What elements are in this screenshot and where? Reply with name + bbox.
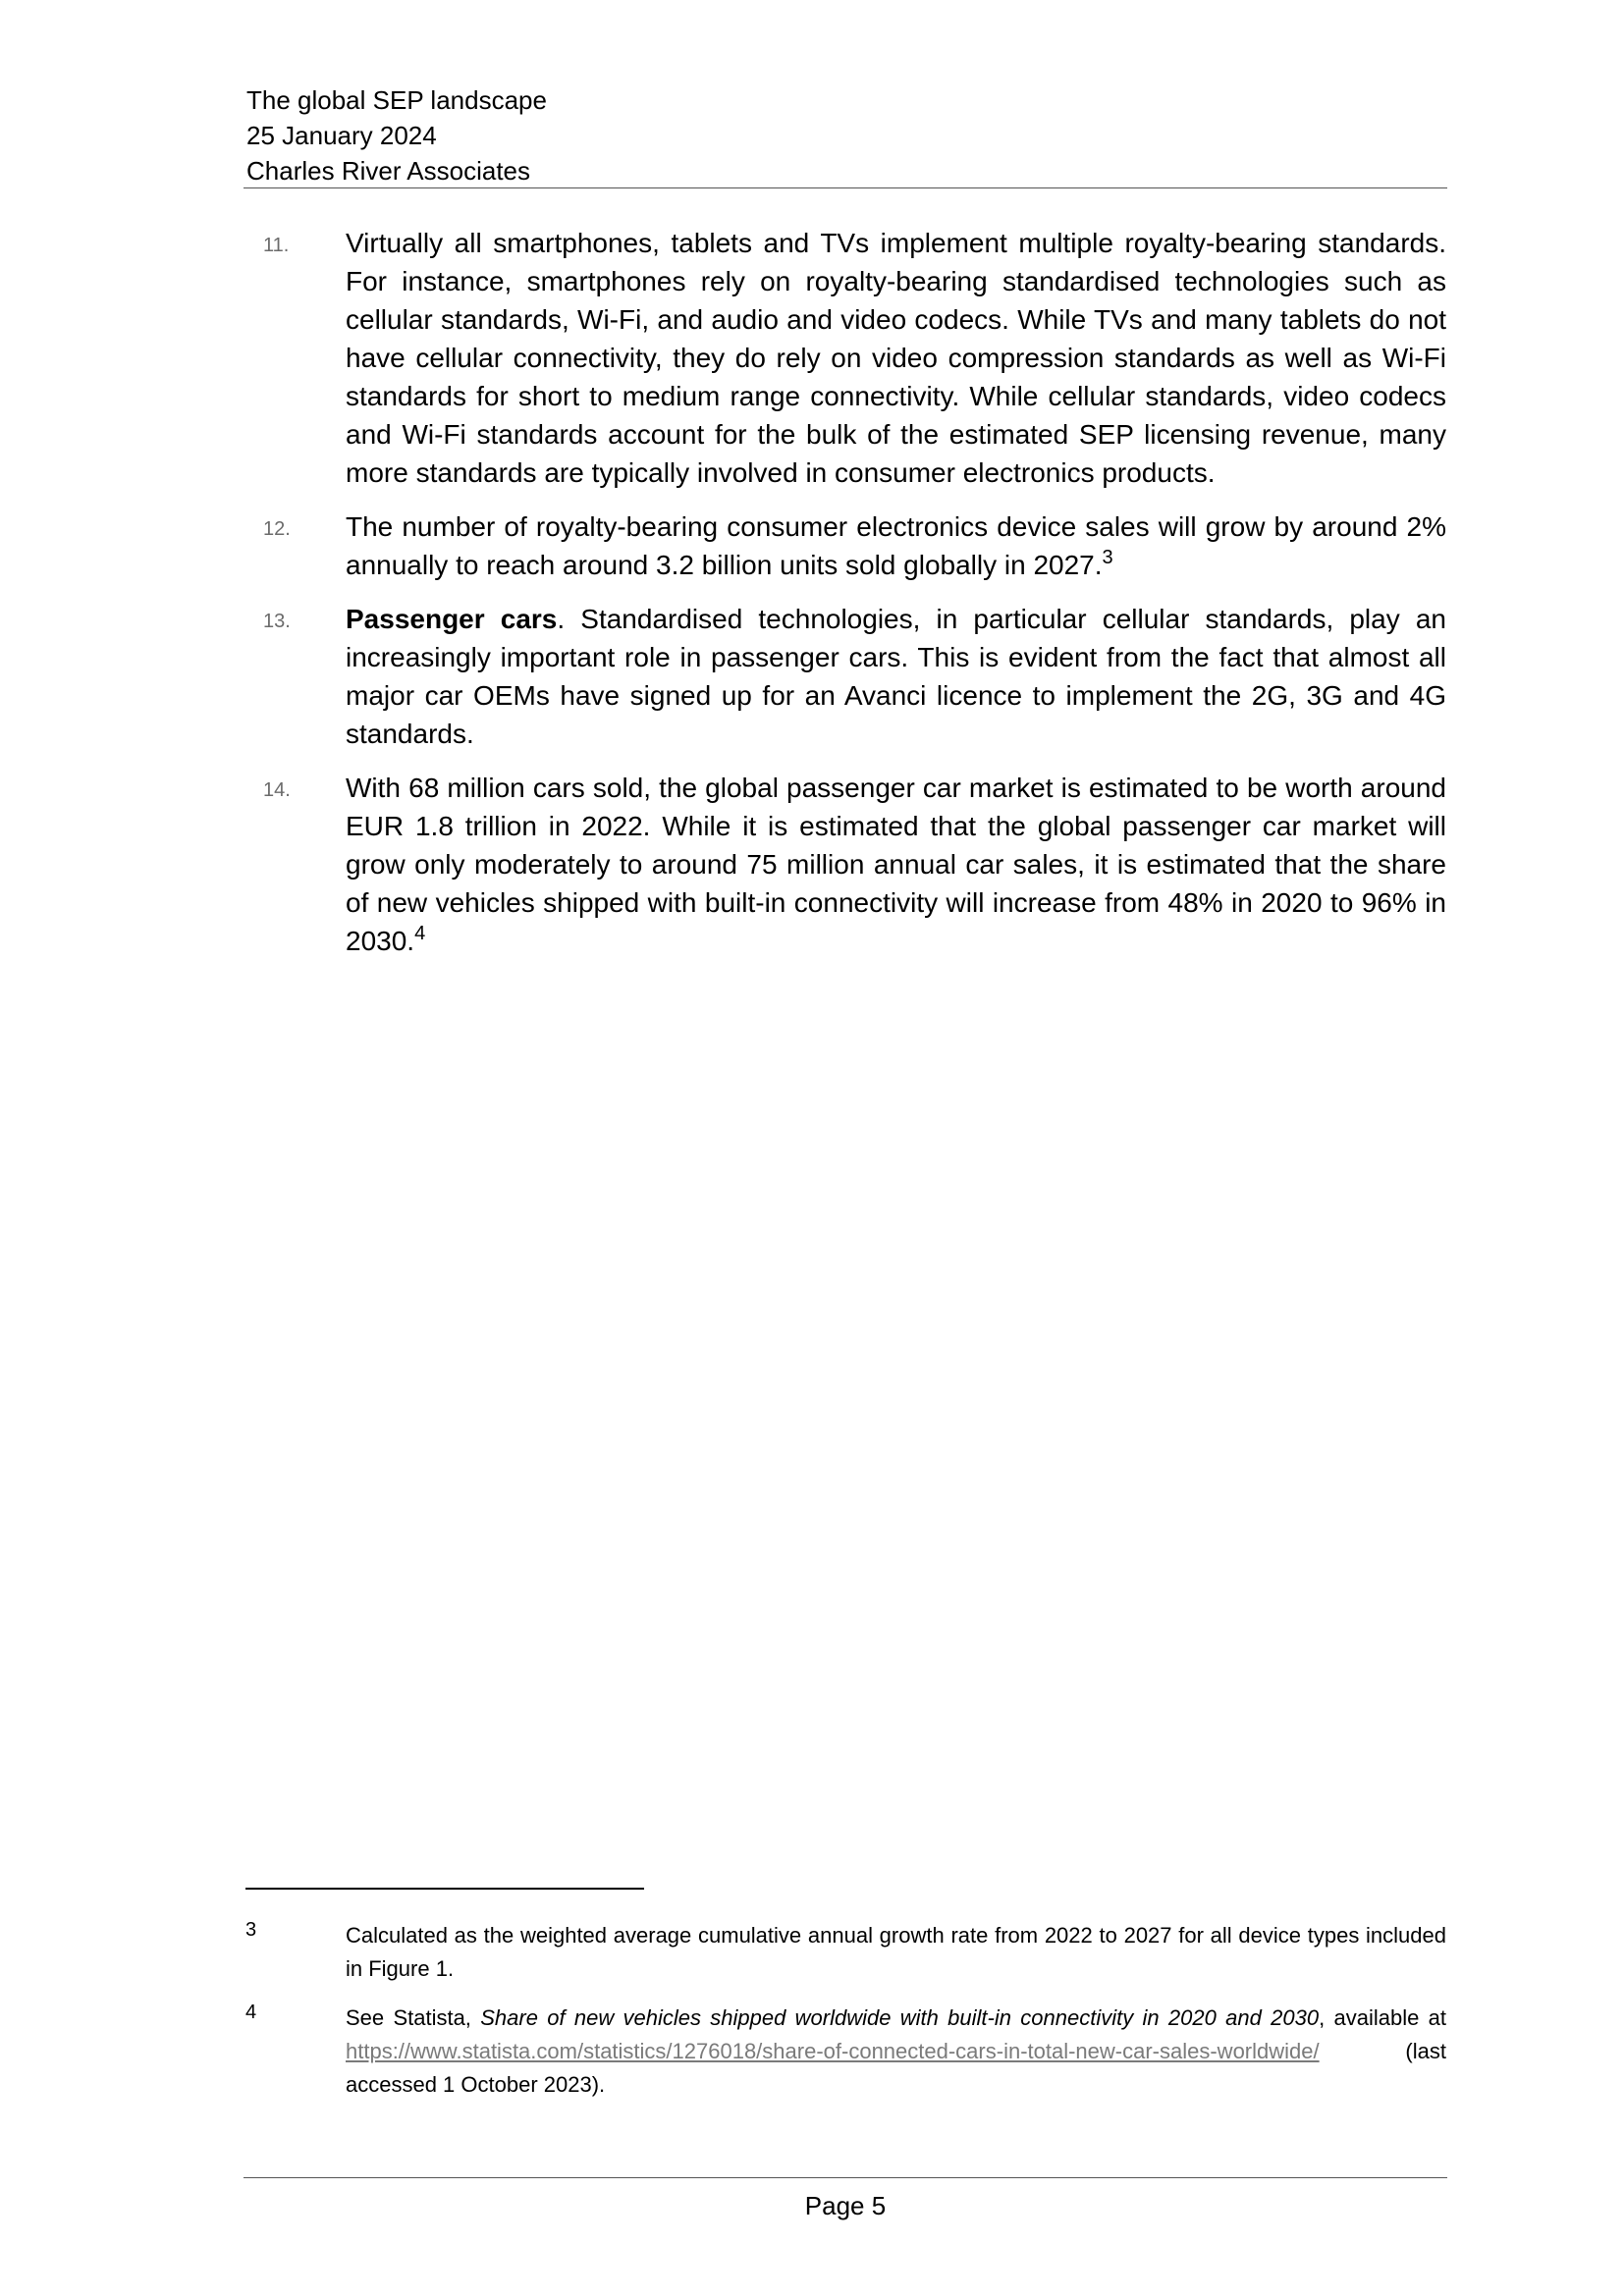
paragraph-14 xyxy=(244,769,1446,960)
footer-divider xyxy=(244,2177,1447,2178)
footnote-4 xyxy=(245,2002,1446,2102)
paragraph-12 xyxy=(244,507,1446,584)
footnote-3 xyxy=(245,1919,1446,1986)
document-organization: Charles River Associates xyxy=(246,156,530,186)
paragraph-text: With 68 million cars sold, the global passenger car market is estimated to be worth around EUR 1.8 trillion in 2022. While it is estimated that the global passenger car market will grow only moderately to around 75 million annual car sales, it is estimated that the share of new vehicles shipped with built-in connectivity will increase from 48% in 2020 to 96% in 2030.$^4$ xyxy=(346,773,1446,956)
paragraph-lead-heading: Passenger cars xyxy=(346,604,558,634)
page-number: Page 5 xyxy=(804,2191,887,2220)
body-content xyxy=(244,224,1446,976)
footnote-reference[interactable]: 3 xyxy=(1102,547,1113,568)
document-header xyxy=(246,82,1446,188)
paragraph-number: 11. xyxy=(263,235,290,256)
paragraph-number: 12. xyxy=(263,518,291,540)
paragraph-11 xyxy=(244,224,1446,492)
document-title: The global SEP landscape xyxy=(246,85,547,115)
paragraph-number: 14. xyxy=(263,779,291,801)
footnote-separator xyxy=(245,1888,644,1890)
paragraph-text: Virtually all smartphones, tablets and TVs implement multiple royalty-bearing standards. For instance, smartphones rely on royalty-bearing standardised technologies such as cellular standards, Wi-Fi, and audio and video codecs. While TVs and many tablets do not have cellular connectivity, they do rely on video compression standards as well as Wi-Fi standards for short to medium range connectivity. While cellular standards, video codecs and Wi-Fi standards account for the bulk of the estimated SEP licensing revenue, many more standards are typically involved in consumer electronics products. xyxy=(346,228,1446,488)
document-date: 25 January 2024 xyxy=(246,121,437,150)
footnote-text: Calculated as the weighted average cumulative annual growth rate from 2022 to 2027 for all device types included in Figure 1. xyxy=(346,1923,1446,1981)
paragraph-text: The number of royalty-bearing consumer electronics device sales will grow by around 2% annually to reach around 3.2 billion units sold globally in 2027.$^3$ xyxy=(346,511,1446,580)
footnote-source-title: Share of new vehicles shipped worldwide with built-in connectivity in 2020 and 2030 xyxy=(480,2005,1320,2030)
paragraph-number: 13. xyxy=(263,611,291,632)
header-divider xyxy=(244,187,1447,188)
paragraph-text: Passenger cars. Standardised technologies, in particular cellular standards, play an increasingly important role in passenger cars. This is evident from the fact that almost all major car OEMs have signed up for an Avanci licence to implement the 2G, 3G and 4G standards. xyxy=(346,604,1446,749)
footnote-number: 3 xyxy=(245,1919,257,1941)
footnote-number: 4 xyxy=(245,2002,257,2023)
footnote-source-link[interactable]: https://www.statista.com/statistics/1276018/share-of-connected-cars-in-total-new-car-sales-worldwide/ xyxy=(346,2039,1320,2063)
footnote-reference[interactable]: 4 xyxy=(414,923,426,944)
paragraph-13 xyxy=(244,600,1446,753)
footnotes-section xyxy=(245,1919,1446,2117)
footnote-text: See Statista, Share of new vehicles shipped worldwide with built-in connectivity in 2020 and 2030, available at https://www.statista.com/statistics/1276018/share-of-connected-cars-in-total-new-car-sales-worldwide/ (last accessed 1 October 2023). xyxy=(346,2005,1446,2097)
